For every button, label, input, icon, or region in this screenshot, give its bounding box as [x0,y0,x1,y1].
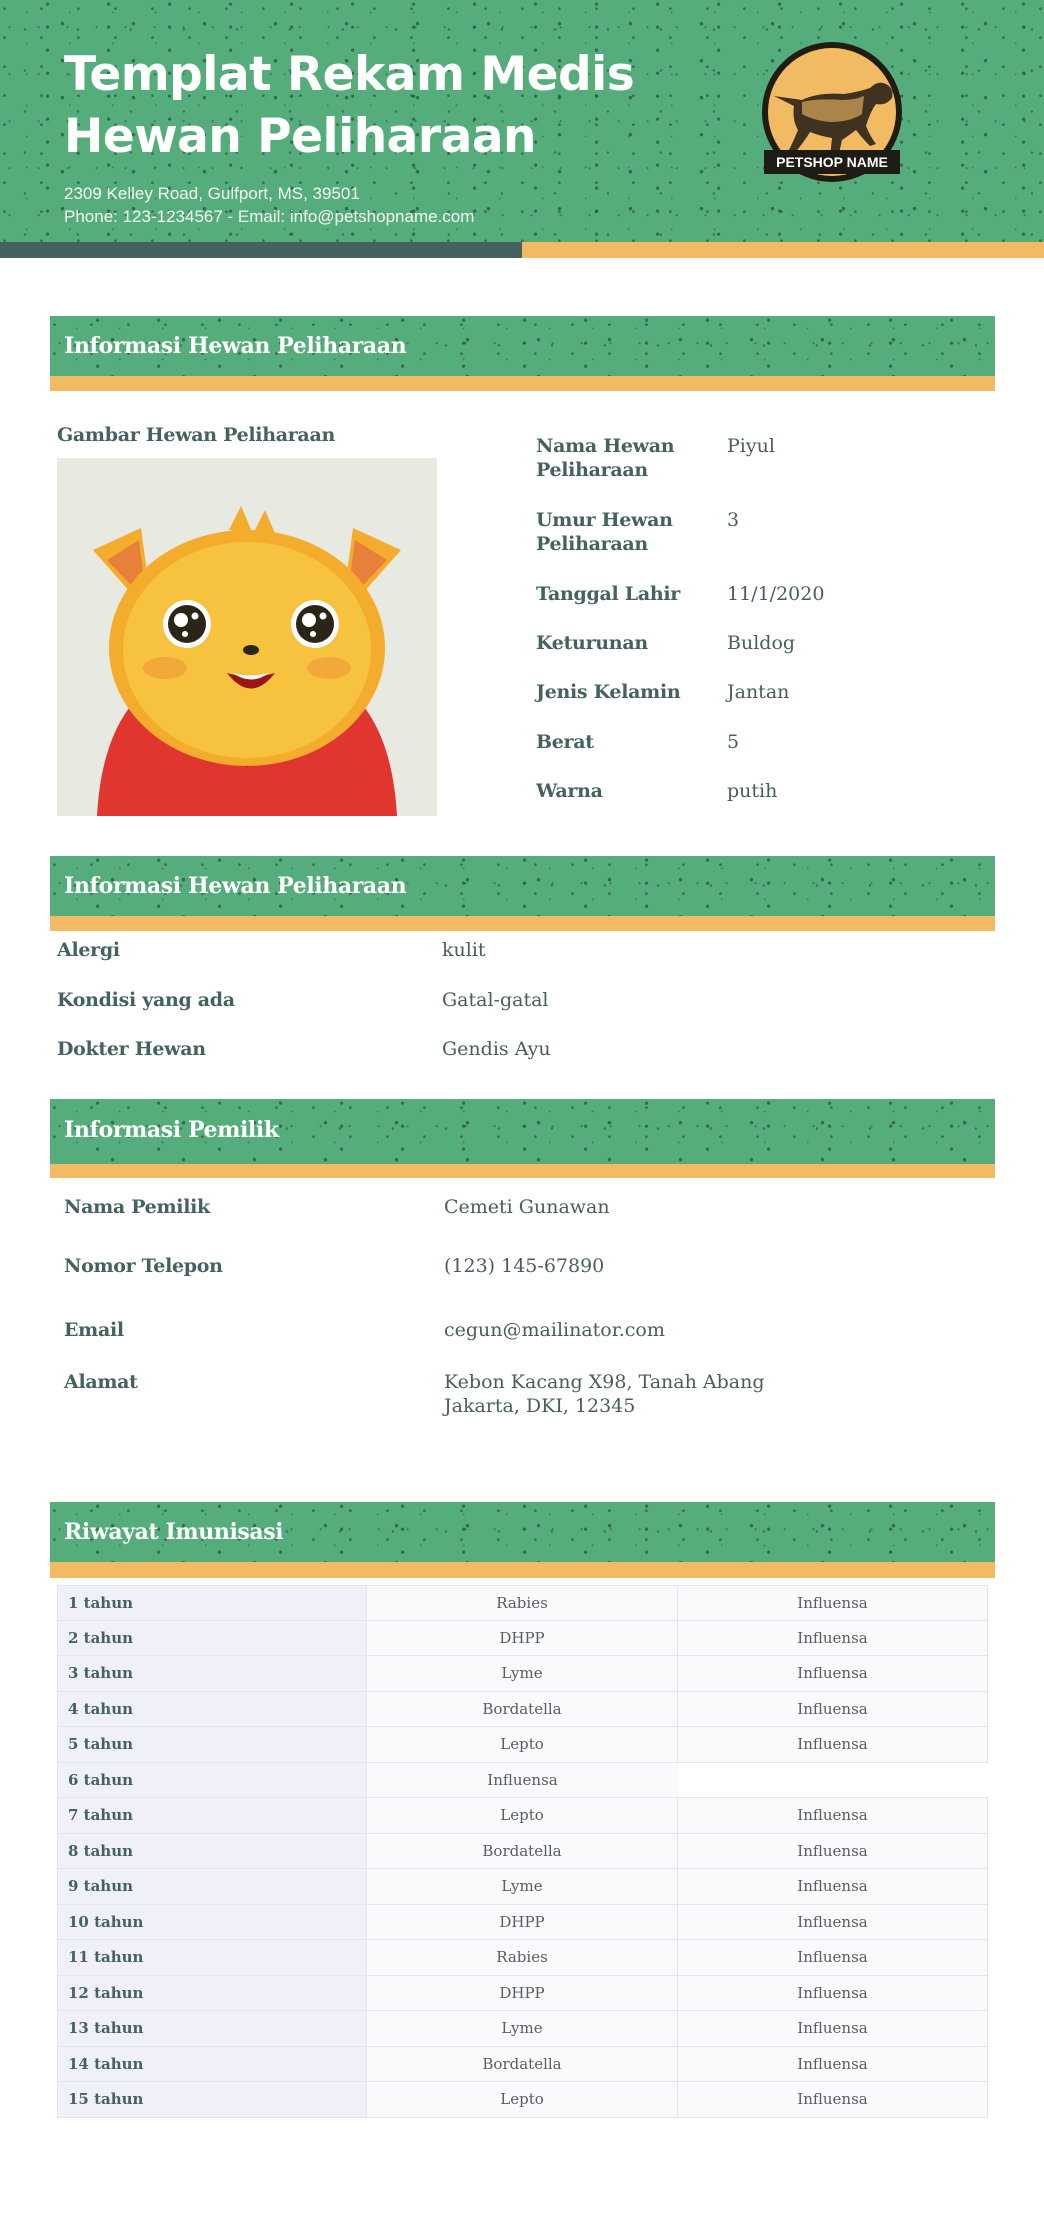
vaccine-cell [678,1763,988,1799]
field-label-vet: Dokter Hewan [57,1038,206,1060]
age-cell: 5 tahun [57,1727,367,1763]
pet-picture-label: Gambar Hewan Peliharaan [57,424,335,446]
table-row [57,1621,988,1657]
svg-text:PETSHOP NAME: PETSHOP NAME [776,154,888,170]
field-value-condition: Gatal-gatal [442,989,549,1011]
field-label-sex: Jenis Kelamin [536,681,681,703]
vaccine-cell: Influensa [678,1798,988,1834]
field-value-phone: (123) 145-67890 [444,1255,605,1277]
table-row [57,1905,988,1941]
table-row [57,1940,988,1976]
table-row [57,2047,988,2083]
business-address: 2309 Kelley Road, Gulfport, MS, 39501 [64,184,360,203]
business-phone-email: Phone: 123-1234567 - Email: info@petshopname.com [64,207,475,226]
field-label-birth-date: Tanggal Lahir [536,583,680,605]
field-label-weight: Berat [536,731,594,753]
age-cell: 4 tahun [57,1692,367,1728]
vaccine-cell: DHPP [367,1905,678,1941]
field-label-allergy: Alergi [57,939,120,961]
document-title [64,44,684,168]
pet-image [57,458,437,816]
cartoon-cat-icon [57,458,437,816]
vaccine-cell: Influensa [678,1905,988,1941]
table-row [57,1656,988,1692]
age-cell: 11 tahun [57,1940,367,1976]
field-label-pet-age: Umur Hewan Peliharaan [536,509,673,555]
vaccine-cell: Influensa [678,1585,988,1621]
field-label-owner-name: Nama Pemilik [64,1196,210,1218]
vaccine-cell: Bordatella [367,1692,678,1728]
field-label-pet-name: Nama Hewan Peliharaan [536,435,675,481]
age-cell: 8 tahun [57,1834,367,1870]
title-line-2: Hewan Peliharaan [64,109,536,164]
vaccine-cell: DHPP [367,1621,678,1657]
field-value-address: Kebon Kacang X98, Tanah Abang Jakarta, DKI, 12345 [444,1371,765,1417]
section-title: Informasi Hewan Peliharaan [64,873,407,899]
table-row [57,1976,988,2012]
field-value-email: cegun@mailinator.com [444,1319,665,1341]
vaccine-cell: Lepto [367,1798,678,1834]
title-line-1: Templat Rekam Medis [64,47,635,102]
vaccine-cell: Bordatella [367,1834,678,1870]
vaccine-cell: Influensa [678,2011,988,2047]
table-row [57,1798,988,1834]
age-cell: 6 tahun [57,1763,367,1799]
header-contact [64,182,474,228]
vaccine-cell: DHPP [367,1976,678,2012]
vaccine-cell: Influensa [678,1869,988,1905]
field-value-pet-name: Piyul [727,435,775,457]
vaccine-cell: Lepto [367,1727,678,1763]
field-value-birth-date: 11/1/2020 [727,583,825,605]
field-value-vet: Gendis Ayu [442,1038,551,1060]
vaccine-cell: Influensa [678,1976,988,2012]
dog-logo-icon [758,40,906,186]
document-header [0,0,1044,242]
vaccine-cell: Influensa [678,1621,988,1657]
vaccine-cell: Influensa [678,1656,988,1692]
vaccine-cell: Bordatella [367,2047,678,2083]
table-row [57,1692,988,1728]
field-value-breed: Buldog [727,632,796,654]
age-cell: 9 tahun [57,1869,367,1905]
vaccine-cell: Rabies [367,1940,678,1976]
field-label-phone: Nomor Telepon [64,1255,223,1277]
age-cell: 10 tahun [57,1905,367,1941]
field-label-color: Warna [536,780,603,802]
field-value-weight: 5 [727,731,740,753]
field-value-sex: Jantan [727,681,790,703]
field-value-pet-age: 3 [727,509,740,531]
vaccine-cell: Lyme [367,1656,678,1692]
section-title: Informasi Pemilik [64,1117,279,1143]
vaccine-cell: Influensa [678,1692,988,1728]
field-label-address: Alamat [64,1371,138,1393]
section-title: Riwayat Imunisasi [64,1519,284,1545]
age-cell: 12 tahun [57,1976,367,2012]
table-row [57,2082,988,2118]
age-cell: 15 tahun [57,2082,367,2118]
vaccine-cell: Rabies [367,1585,678,1621]
petshop-logo [758,40,906,186]
age-cell: 14 tahun [57,2047,367,2083]
table-row [57,1763,988,1799]
age-cell: 1 tahun [57,1585,367,1621]
age-cell: 2 tahun [57,1621,367,1657]
vaccine-cell: Influensa [678,2082,988,2118]
field-value-color: putih [727,780,778,802]
header-stripe-yellow [522,242,1044,258]
header-stripe-dark [0,242,522,258]
age-cell: 7 tahun [57,1798,367,1834]
table-row [57,1834,988,1870]
table-row [57,1727,988,1763]
age-cell: 13 tahun [57,2011,367,2047]
field-value-allergy: kulit [442,939,486,961]
vaccine-cell: Influensa [678,1834,988,1870]
table-row [57,1585,988,1621]
table-row [57,2011,988,2047]
field-label-breed: Keturunan [536,632,648,654]
field-label-email: Email [64,1319,124,1341]
vaccine-cell: Lepto [367,2082,678,2118]
field-value-owner-name: Cemeti Gunawan [444,1196,610,1218]
vaccine-cell: Influensa [678,1727,988,1763]
vaccine-cell: Influensa [367,1763,678,1799]
vaccine-cell: Lyme [367,2011,678,2047]
table-row [57,1869,988,1905]
age-cell: 3 tahun [57,1656,367,1692]
vaccine-cell: Influensa [678,2047,988,2083]
field-label-condition: Kondisi yang ada [57,989,235,1011]
vaccine-cell: Lyme [367,1869,678,1905]
vaccine-cell: Influensa [678,1940,988,1976]
section-title: Informasi Hewan Peliharaan [64,333,407,359]
